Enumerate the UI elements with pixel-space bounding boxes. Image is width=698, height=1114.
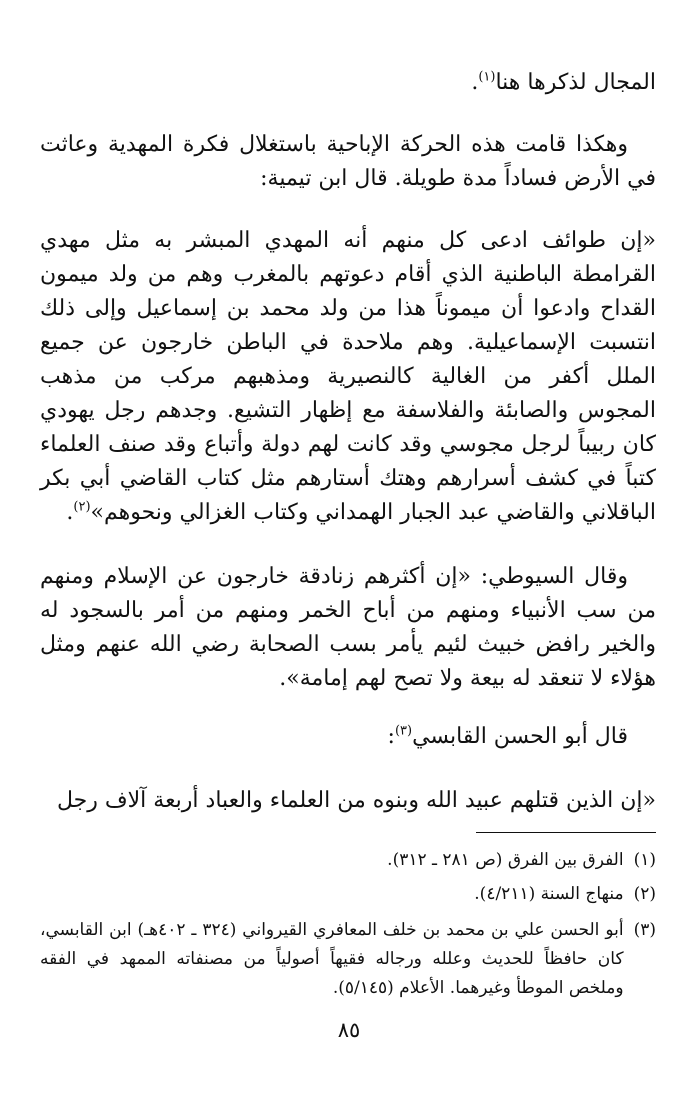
quote-suyuti — [40, 560, 656, 696]
paragraph-intro: المجال لذكرها هنا$^{(١)}$. — [471, 69, 656, 95]
quote-ibn-taymiyya: «إن طوائف ادعى كل منهم أنه المهدي المبشر به مثل مهدي القرامطة الباطنية الذي أقام دعوتهم بالمغرب وهم من ولد ميمون القداح وادعوا أن ميموناً هذا من ولد محمد بن إسماعيل وإلى ذلك انتسبت الإسماعيلية. وهم ملاحدة في الباطن خارجون عن جميع الملل أكفر من الغالية كالنصيرية ومذهبهم مركب من مذهب المجوس والصابئة والفلاسفة مع إظهار التشيع. وجدهم رجل يهودي كان ربيباً لرجل مجوسي وقد كانت لهم دولة وأتباع وقد صنف العلماء كتباً في كشف أسرارهم وهتك أستارهم مثل كتاب القاضي أبي بكر الباقلاني والقاضي عبد الجبار الهمداني وكتاب الغزالي ونحوهم»$^{(٢)}$. — [40, 228, 656, 525]
paragraph-text: قال أبو الحسن القابسي — [412, 724, 628, 749]
footnote-ref-3: (٣) — [394, 723, 413, 739]
footnote-number: (٣) — [633, 920, 656, 940]
page-number: ٨٥ — [337, 1018, 361, 1042]
footnote-1 — [40, 846, 656, 875]
paragraph-text: «إن طوائف ادعى كل منهم أنه المهدي المبشر به مثل مهدي القرامطة الباطنية الذي أقام دعوتهم بالمغرب وهم من ولد ميمون القداح وادعوا أن ميموناً هذا من ولد محمد بن إسماعيل وإلى ذلك انتسبت الإسماعيلية. وهم ملاحدة في الباطن خارجون عن جميع الملل أكفر من الغالية كالنصيرية ومذهبهم مركب من مذهب المجوس والصابئة والفلاسفة مع إظهار التشيع. وجدهم رجل يهودي كان ربيباً لرجل مجوسي وقد كانت لهم دولة وأتباع وقد صنف العلماء كتباً في كشف أسرارهم وهتك أستارهم مثل كتاب القاضي أبي بكر الباقلاني والقاضي عبد الجبار الهمداني وكتاب الغزالي ونحوهم» — [40, 228, 656, 525]
paragraph-text: وقال السيوطي: «إن أكثرهم زنادقة خارجون عن الإسلام ومنهم من سب الأنبياء ومنهم من أباح الخمر ومنهم من أمر بالسجود له والخير رافض خبيث لئيم يأمر بسب الصحابة رضي الله عنهم ومثل هؤلاء لا تنعقد له بيعة ولا تصح لهم إمامة». — [40, 564, 656, 691]
footnote-ref-1: (١) — [478, 69, 496, 85]
paragraph-mahdiyya — [40, 128, 656, 196]
paragraph-qabisi: قال أبو الحسن القابسي$^{(٣)}$: — [387, 723, 628, 749]
footnote-3 — [40, 916, 656, 1003]
footnote-number: (١) — [633, 850, 656, 870]
paragraph-text: المجال لذكرها هنا — [495, 70, 656, 95]
footnote-divider — [476, 832, 656, 833]
footnote-number: (٢) — [633, 884, 656, 904]
footnote-text: منهاج السنة (٤/٢١١). — [474, 884, 624, 904]
quote-qabisi — [40, 784, 656, 818]
paragraph-text: «إن الذين قتلهم عبيد الله وبنوه من العلماء والعباد أربعة آلاف رجل — [56, 788, 656, 813]
footnote-text: الفرق بين الفرق (ص ٢٨١ ـ ٣١٢). — [387, 850, 624, 870]
footnote-ref-2: (٢) — [73, 499, 91, 515]
paragraph-text: وهكذا قامت هذه الحركة الإباحية باستغلال فكرة المهدية وعاثت في الأرض فساداً مدة طويلة. قال ابن تيمية: — [40, 132, 656, 191]
footnote-text: أبو الحسن علي بن محمد بن خلف المعافري القيرواني (٣٢٤ ـ ٤٠٢هـ) ابن القابسي، كان حافظاً للحديث وعلله ورجاله فقيهاً أصولياً من مصنفاته الممهد في الفقه وملخص الموطأ وغيرهما. الأعلام (٥/١٤٥). — [40, 920, 624, 998]
footnote-2 — [40, 880, 656, 909]
